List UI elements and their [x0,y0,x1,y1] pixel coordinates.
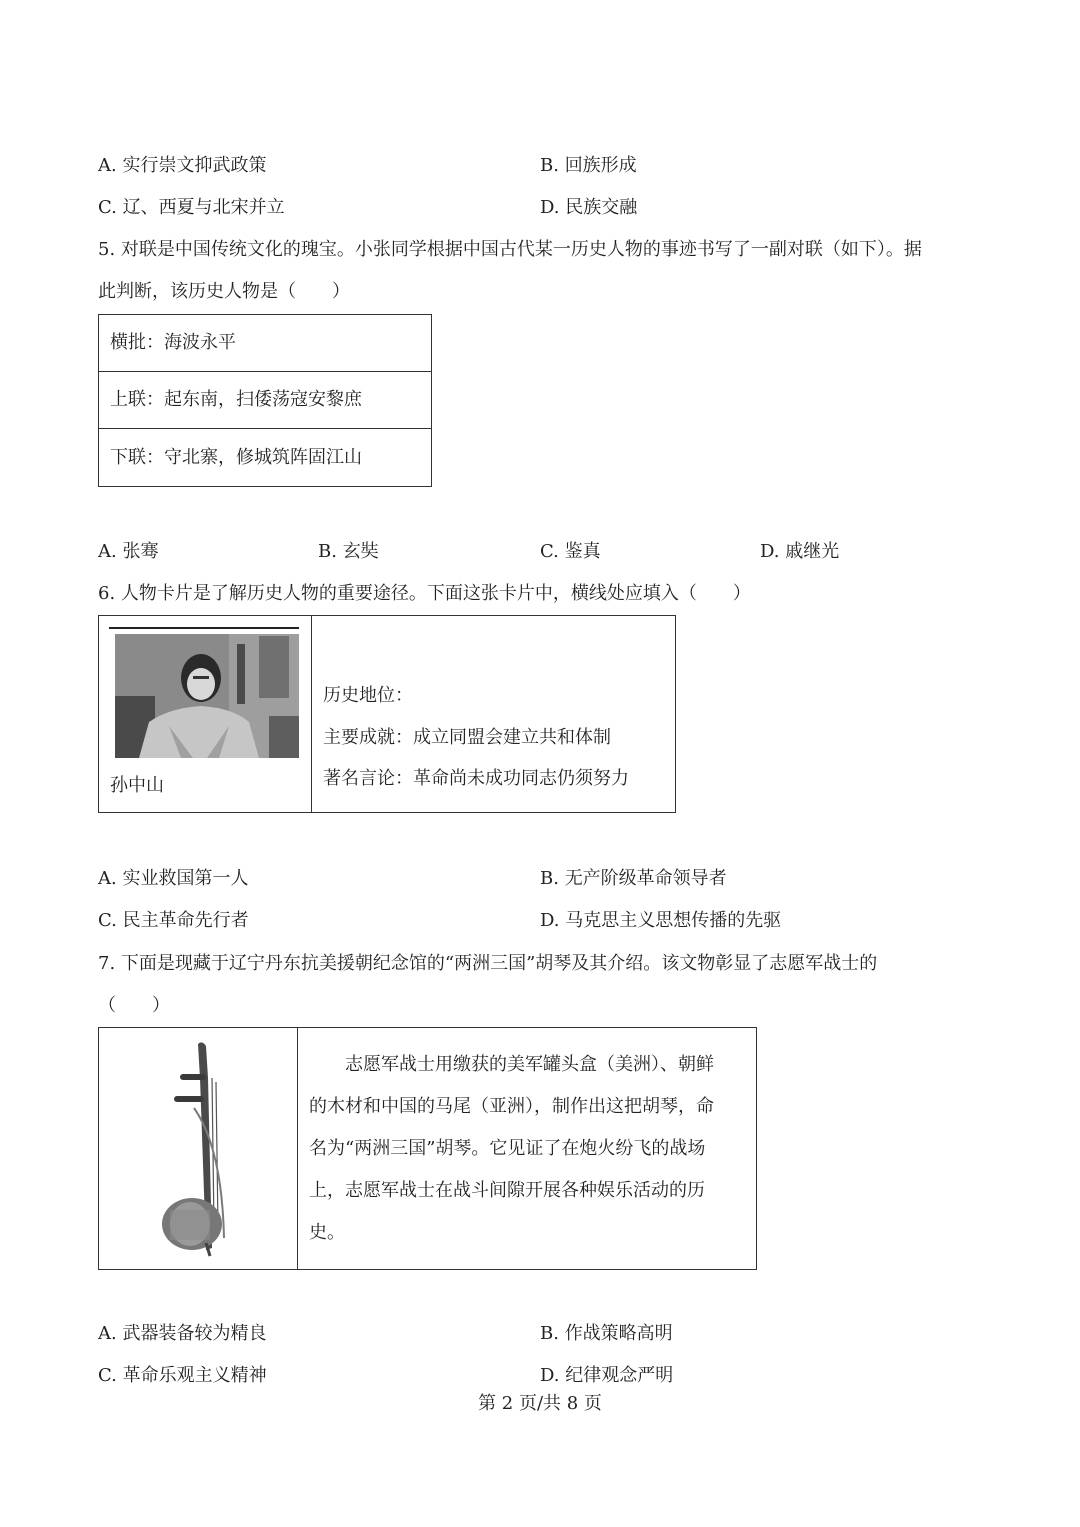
card-achievement: 主要成就：成立同盟会建立共和体制 [323,727,611,748]
q6-option-d [540,909,781,933]
option-text: 民族交融 [565,197,638,218]
q4-option-b [540,154,637,178]
q7-stem-line1: 7. 下面是现藏于辽宁丹东抗美援朝纪念馆的“两洲三国”胡琴及其介绍。该文物彰显了志愿军战士的 [98,953,878,974]
q6-option-b [540,867,727,891]
option-letter: D. [760,541,780,562]
option-text: 鉴真 [564,541,601,562]
option-text: 玄奘 [342,541,379,562]
person-card [98,615,676,813]
option-letter: B. [540,155,559,176]
intro-line: 志愿军战士用缴获的美军罐头盒（美洲）、朝鲜 [309,1054,714,1075]
option-letter: C. [98,1365,117,1386]
option-text: 纪律观念严明 [565,1365,674,1386]
q5-option-b [318,540,379,564]
card-quote: 著名言论：革命尚未成功同志仍须努力 [323,768,629,789]
q5-option-d [760,540,839,564]
option-text: 戚继光 [785,541,840,562]
option-letter: D. [540,197,560,218]
q7-stem-line2: （ ） [98,995,170,1016]
option-text: 武器装备较为精良 [122,1323,267,1344]
portrait-photo [109,626,299,758]
intro-line: 上，志愿军战士在战斗间隙开展各种娱乐活动的历 [309,1180,705,1201]
couplet-lower-cell [99,429,432,487]
option-letter: B. [540,1323,559,1344]
q4-option-a [98,154,266,178]
option-letter: B. [540,868,559,889]
q5-option-a [98,540,158,564]
option-letter: C. [98,910,117,931]
option-text: 民主革命先行者 [122,910,249,931]
couplet-table [98,314,432,487]
card-status: 历史地位： [323,685,413,706]
portrait-caption: 孙中山 [110,775,164,796]
q4-option-d [540,196,637,220]
card-divider [311,616,312,812]
couplet-upper-cell [99,372,432,429]
option-letter: D. [540,1365,560,1386]
option-letter: C. [540,541,559,562]
option-text: 辽、西夏与北宋并立 [122,197,285,218]
huqin-photo [154,1038,244,1260]
option-text: 无产阶级革命领导者 [564,868,727,889]
q4-option-c [98,196,285,220]
q6-option-a [98,867,248,891]
intro-line: 的木材和中国的马尾（亚洲），制作出这把胡琴，命 [309,1096,714,1117]
q5-stem-line2: 此判断，该历史人物是（ ） [98,281,350,302]
q5-stem-line1: 5. 对联是中国传统文化的瑰宝。小张同学根据中国古代某一历史人物的事迹书写了一副对联（如下）。据 [98,239,922,260]
intro-line: 名为“两洲三国”胡琴。它见证了在炮火纷飞的战场 [309,1138,706,1159]
option-text: 张骞 [122,541,159,562]
option-letter: A. [98,868,117,889]
intro-line: 史。 [309,1222,345,1243]
option-letter: A. [98,541,117,562]
artifact-divider [297,1028,298,1269]
option-text: 实行崇文抑武政策 [122,155,267,176]
couplet-upper: 上联：起东南，扫倭荡寇安黎庶 [110,389,362,410]
couplet-horizontal-cell [99,315,432,372]
option-letter: C. [98,197,117,218]
option-text: 实业救国第一人 [122,868,249,889]
option-letter: A. [98,1323,117,1344]
option-text: 回族形成 [564,155,637,176]
q7-option-c [98,1364,267,1388]
option-text: 作战策略高明 [564,1323,673,1344]
q5-option-c [540,540,601,564]
q6-stem: 6. 人物卡片是了解历史人物的重要途径。下面这张卡片中，横线处应填入（ ） [98,583,751,604]
option-text: 革命乐观主义精神 [122,1365,267,1386]
couplet-lower: 下联：守北寨，修城筑阵固江山 [110,446,362,468]
page-footer: 第 2 页/共 8 页 [478,1393,602,1414]
q7-option-b [540,1322,673,1346]
artifact-box [98,1027,757,1270]
option-letter: A. [98,155,117,176]
artifact-intro [309,1044,714,1254]
q7-option-a [98,1322,266,1346]
option-letter: B. [318,541,337,562]
option-letter: D. [540,910,560,931]
couplet-horizontal: 横批：海波永平 [110,332,236,353]
option-text: 马克思主义思想传播的先驱 [565,910,782,931]
q7-option-d [540,1364,673,1388]
q6-option-c [98,909,249,933]
